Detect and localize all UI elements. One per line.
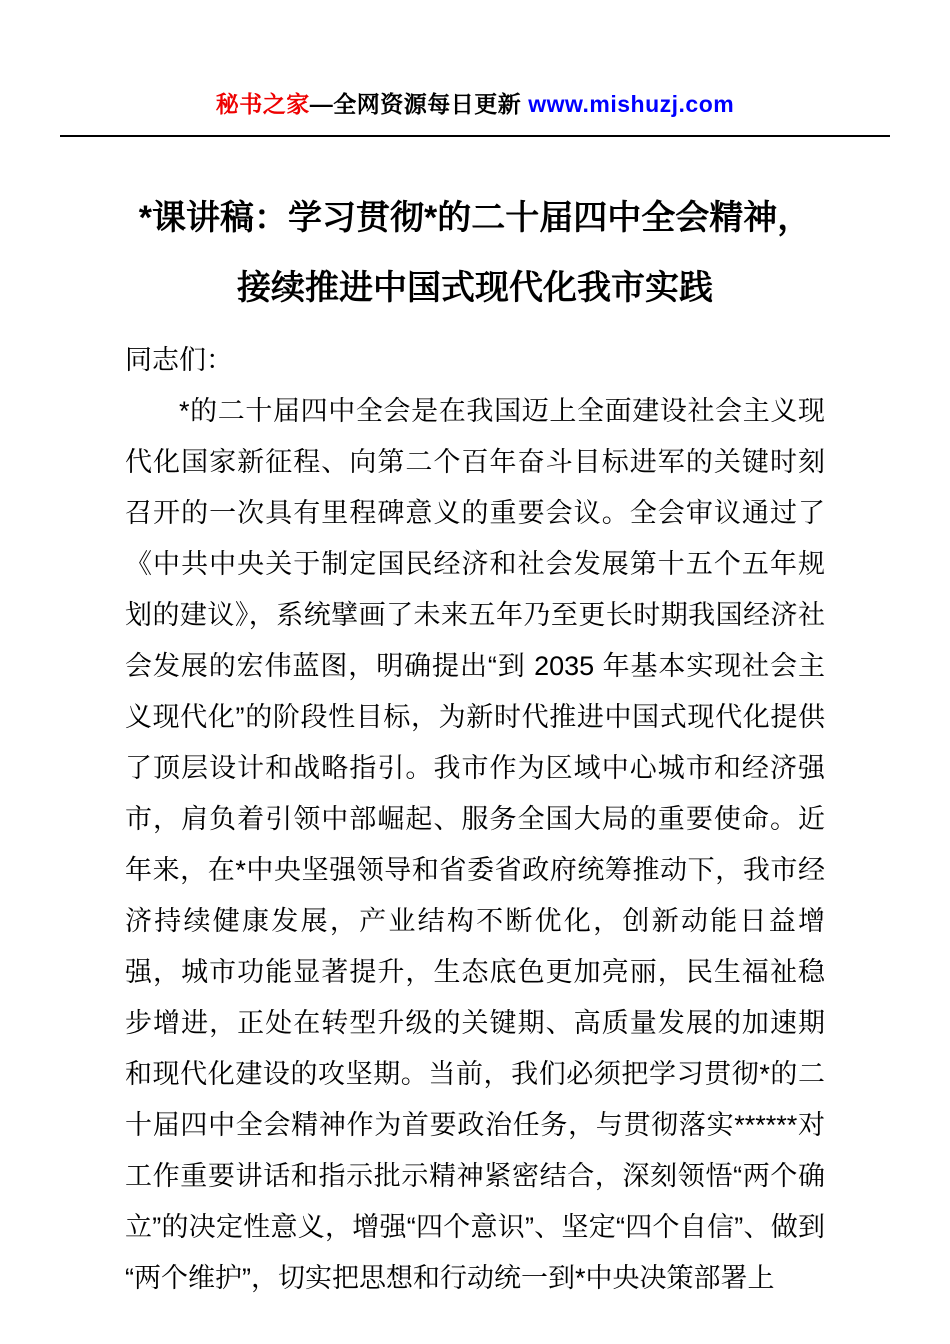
brand-name: 秘书之家 — [215, 91, 310, 117]
header-divider — [60, 135, 890, 137]
title-line-2: 接续推进中国式现代化我市实践 — [237, 269, 713, 307]
salutation: 同志们： — [125, 345, 233, 375]
document-body — [0, 183, 950, 1304]
header-text — [0, 86, 950, 119]
body-paragraph: *的二十届四中全会是在我国迈上全面建设社会主义现代化国家新征程、向第二个百年奋斗目标进军的关键时刻召开的一次具有里程碑意义的重要会议。全会审议通过了《中共中央关于制定国民经济和社会发展第十五个五年规划的建议》，系统擘画了未来五年乃至更长时期我国经济社会发展的宏伟蓝图，明确提出“到 2035 年基本实现社会主义现代化”的阶段性目标，为新时代推进中国式现代化提供了顶层设计和战略指引。我市作为区域中心城市和经济强市，肩负着引领中部崛起、服务全国大局的重要使命。近年来，在*中央坚强领导和省委省政府统筹推动下，我市经济持续健康发展，产业结构不断优化，创新动能日益增强，城市功能显著提升，生态底色更加亮丽，民生福祉稳步增进，正处在转型升级的关键期、高质量发展的加速期和现代化建设的攻坚期。当前，我们必须把学习贯彻*的二十届四中全会精神作为首要政治任务，与贯彻落实******对工作重要讲话和指示批示精神紧密结合，深刻领悟“两个确立”的决定性意义，增强“四个意识”、坚定“四个自信”、做到“两个维护”，切实把思想和行动统一到*中央决策部署上 — [125, 396, 825, 1293]
brand-tagline: —全网资源每日更新 — [309, 91, 529, 117]
document-title — [125, 183, 825, 323]
site-url-link[interactable]: www.mishuzj.com — [528, 91, 735, 117]
title-line-1: *课讲稿：学习贯彻*的二十届四中全会精神， — [138, 199, 812, 237]
page-header — [0, 0, 950, 137]
